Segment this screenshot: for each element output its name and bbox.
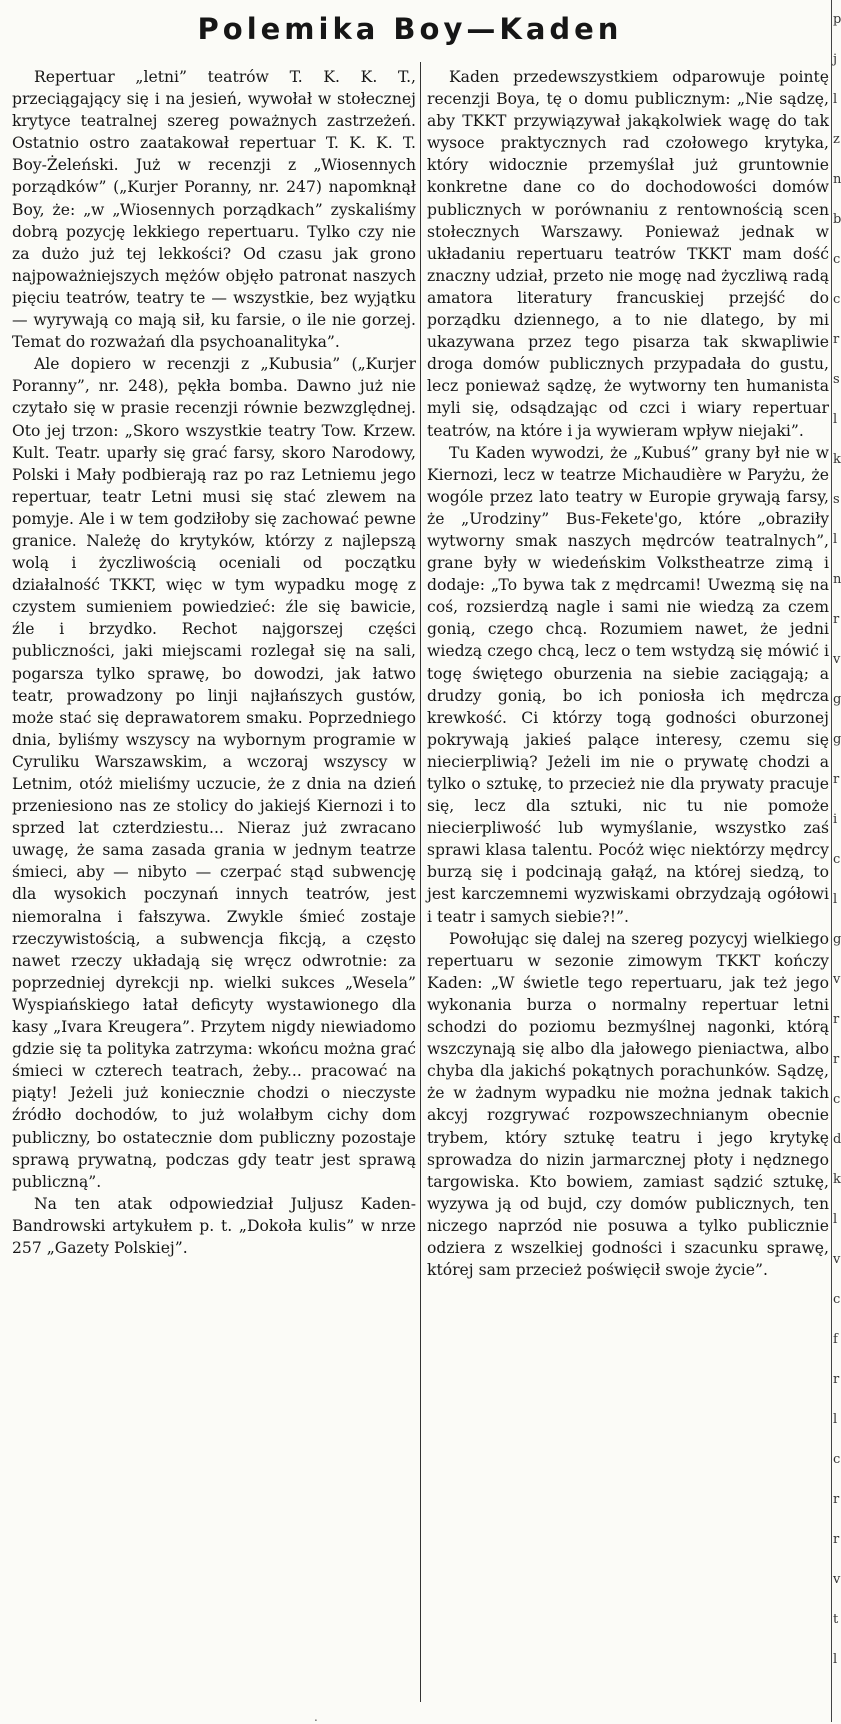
margin-fragment: v (833, 1572, 841, 1587)
margin-fragment: n (833, 572, 841, 587)
margin-fragment: g (833, 732, 841, 747)
margin-fragment: i (833, 812, 838, 827)
paragraph: Tu Kaden wywodzi, że „Kubuś” grany był nie w Kiernozi, lecz w teatrze Michaudière w Paryżu, że wogóle przez lato teatry w Europie grywają farsy, że „Urodziny” Bus-Fekete'go, które „obraziły wytworny smak naszych mędrców teatralnych”, grane były w wiedeńskim Volkstheatrze zimą i dodaje: „To bywa tak z mędrcami! Uwezmą się na coś, rozsierdzą nagle i sami nie wiedzą za czem gonią, czego chcą. Rozumiem nawet, że jedni wiedzą czego chcą, lecz o tem wstydzą się mówić i togę świętego oburzenia na siebie zaciągają; a drudzy gonią, bo ich poniosła ich mędrcza krewkość. Ci którzy togą godności oburzonej pokrywają jakieś palące interesy, czemu się niecierpliwią? Jeżeli im nie o prywatę chodzi a tylko o sztukę, to przecież nie dla prywaty pracuje się, lecz dla sztuki, nic tu nie pomoże niecierpliwość lub wymyślanie, wszystko zaś sprawi klasa talentu. Pocóż więc niektórzy mędrcy burzą się i podcinają gałąź, na której siedzą, to jest karczemnemi wyzwiskami obrzydzają ogółowi i teatr i samych siebie?!”. (427, 443, 829, 926)
margin-fragment: z (833, 132, 840, 147)
paragraph: Powołując się dalej na szereg pozycyj wielkiego repertuaru w sezonie zimowym TKKT kończy Kaden: „W świetle tego repertuaru, jak też jego wykonania burza o normalny repertuar letni schodzi do poziomu bezmyślnej nagonki, którą wszczynają się albo dla jałowego pieniactwa, albo chyba dla jakichś pokątnych porachunków. Sądzę, że w żadnym wypadku nie można jednak takich akcyj rozgrywać rozpowszechnianym obecnie trybem, który sztukę teatru i jego krytykę sprowadza do nizin jarmarcznej płoty i nędznego targowiska. Kto bowiem, zamiast sądzić sztukę, wyzywa ją od bujd, czy domów publicznych, ten niczego naprzód nie posuwa a tylko publicznie odziera z wszelkiej godności i szacunku sprawę, której sam przecież poświęcił swoje życie”. (427, 929, 829, 1280)
margin-fragment: b (833, 212, 841, 227)
margin-fragment: n (833, 172, 841, 187)
margin-fragment: r (833, 1012, 840, 1027)
margin-fragment: f (833, 1332, 838, 1347)
margin-fragment: l (833, 1412, 838, 1427)
paragraph: Kaden przedewszystkiem odparowuje pointę recenzji Boya, tę o domu publicznym: „Nie sądzę, aby TKKT przywiązywał jakąkolwiek wagę do tak wysoce praktycznych rad czołowego krytyka, który widocznie przemyślał już gruntownie konkretne dane co do dochodowości domów publicznych w porównaniu z rentownością scen stołecznych Warszawy. Ponieważ jednak w układaniu repertuaru teatrów TKKT mam dość znaczny udział, przeto nie mogę nad życzliwą radą amatora literatury francuskiej przejść do porządku dziennego, a to nie dlatego, by mi ukazywana przez tego pisarza tak skwapliwie droga domów publicznych przypadała do gustu, lecz ponieważ sądzę, że wytworny ten humanista myli się, odsądzając od czci i wiary repertuar teatrów, na które i ja wywieram wpływ niejaki”. (427, 68, 829, 440)
page-edge-rule (831, 0, 832, 1722)
margin-fragment: l (833, 1212, 838, 1227)
right-column (427, 66, 829, 1281)
paragraph: Na ten atak odpowiedział Juljusz Kaden-Bandrowski artykułem p. t. „Dokoła kulis” w nrze 257 „Gazety Polskiej”. (12, 1194, 416, 1257)
margin-fragment: k (833, 452, 841, 467)
margin-fragment: j (833, 52, 838, 67)
margin-fragment: l (833, 92, 838, 107)
margin-fragment: l (833, 412, 838, 427)
margin-fragment: c (833, 292, 841, 307)
margin-fragment: v (833, 652, 841, 667)
article-headline: Polemika Boy—Kaden (197, 12, 623, 46)
margin-fragment: k (833, 1172, 841, 1187)
margin-fragment: r (833, 772, 840, 787)
margin-fragment: c (833, 252, 841, 267)
margin-fragment: r (833, 1372, 840, 1387)
margin-fragment: p (833, 12, 841, 27)
margin-fragment: l (833, 892, 838, 907)
margin-fragment: t (833, 1612, 839, 1627)
column-divider (420, 62, 421, 1702)
margin-fragment: l (833, 532, 838, 547)
margin-fragment: c (833, 1092, 841, 1107)
margin-fragment: c (833, 1452, 841, 1467)
margin-fragment: v (833, 1252, 841, 1267)
margin-fragment: d (833, 1132, 841, 1147)
margin-fragment: s (833, 372, 840, 387)
margin-fragment: l (833, 1652, 838, 1667)
left-column (12, 66, 416, 1259)
margin-fragment: g (833, 932, 841, 947)
page-mark: . (314, 1710, 318, 1724)
paragraph: Repertuar „letni” teatrów T. K. K. T., przeciągający się i na jesień, wywołał w stołecznej krytyce teatralnej szereg poważnych zastrzeżeń. Ostatnio ostro zaatakował repertuar T. K. K. T. Boy-Żeleński. Już w recenzji z „Wiosennych porządków” („Kurjer Poranny, nr. 247) napomknął Boy, że: „w „Wiosennych porządkach” zyskaliśmy dobrą pozycję lekkiego repertuaru. Tylko czy nie za dużo już tej lekkości? Od czasu jak grono najpoważniejszych mężów objęło patronat naszych pięciu teatrów, teatry te — wszystkie, bez wyjątku — wyrywają co mają sił, ku farsie, o ile nie gorzej. Temat do rozważań dla psychoanalityka”. (12, 68, 416, 352)
margin-fragment: r (833, 1492, 840, 1507)
margin-fragment: v (833, 972, 841, 987)
paragraph: Ale dopiero w recenzji z „Kubusia” („Kurjer Poranny”, nr. 248), pękła bomba. Dawno już nie czytało się w prasie recenzji równie bezwzględnej. Oto jej trzon: „Skoro wszystkie teatry Tow. Krzew. Kult. Teatr. uparły się grać farsy, skoro Narodowy, Polski i Mały podbierają raz po raz Letniemu jego repertuar, teatr Letni musi się stać zlewem na pomyje. Ale i w tem godziłoby się zachować pewne granice. Należę do krytyków, którzy z najlepszą wolą i życzliwością oceniali od początku działalność TKKT, więc w tym wypadku mogę z czystem sumieniem powiedzieć: źle się bawicie, źle i brzydko. Rechot najgorszej części publiczności, jaki miejscami rozlegał się na sali, pogarsza tylko sprawę, bo dowodzi, jak łatwo teatr, prowadzony po linji najłańszych gustów, może stać się deprawatorem smaku. Poprzedniego dnia, byliśmy wszyscy na wybornym programie w Cyruliku Warszawskim, a wczoraj wszyscy w Letnim, otóż mieliśmy uczucie, że z dnia na dzień przeniesiono nas ze stolicy do jakiejś Kiernozi i to sprzed lat czterdziestu... Nieraz już zwracano uwagę, że sama zasada grania w jednym teatrze śmieci, aby — nibyto — czerpać stąd subwencję dla wysokich poczynań innych teatrów, jest niemoralna i fałszywa. Zwykle śmieć zostaje rzeczywistością, a subwencja fikcją, a często nawet rzeczy układają się wręcz odwrotnie: za poprzedniej dyrekcji np. wielki sukces „Wesela” Wyspiańskiego łatał deficyty wystawionego dla kasy „Ivara Kreugera”. Przytem nigdy niewiadomo gdzie się ta polityka zatrzyma: wkońcu można grać śmieci w czterech teatrach, żeby... pracować na piąty! Jeżeli już koniecznie chodzi o nieczyste źródło dochodów, to już wolałbym cichy dom publiczny, bo ostatecznie dom publiczny pozostaje sprawą prywatną, podczas gdy teatr jest sprawą publiczną”. (12, 355, 416, 1191)
adjacent-column-fragments (833, 0, 840, 1722)
margin-fragment: r (833, 1052, 840, 1067)
margin-fragment: g (833, 692, 841, 707)
margin-fragment: c (833, 852, 841, 867)
margin-fragment: r (833, 612, 840, 627)
margin-fragment: r (833, 332, 840, 347)
margin-fragment: r (833, 1532, 840, 1547)
margin-fragment: s (833, 492, 840, 507)
margin-fragment: c (833, 1292, 841, 1307)
